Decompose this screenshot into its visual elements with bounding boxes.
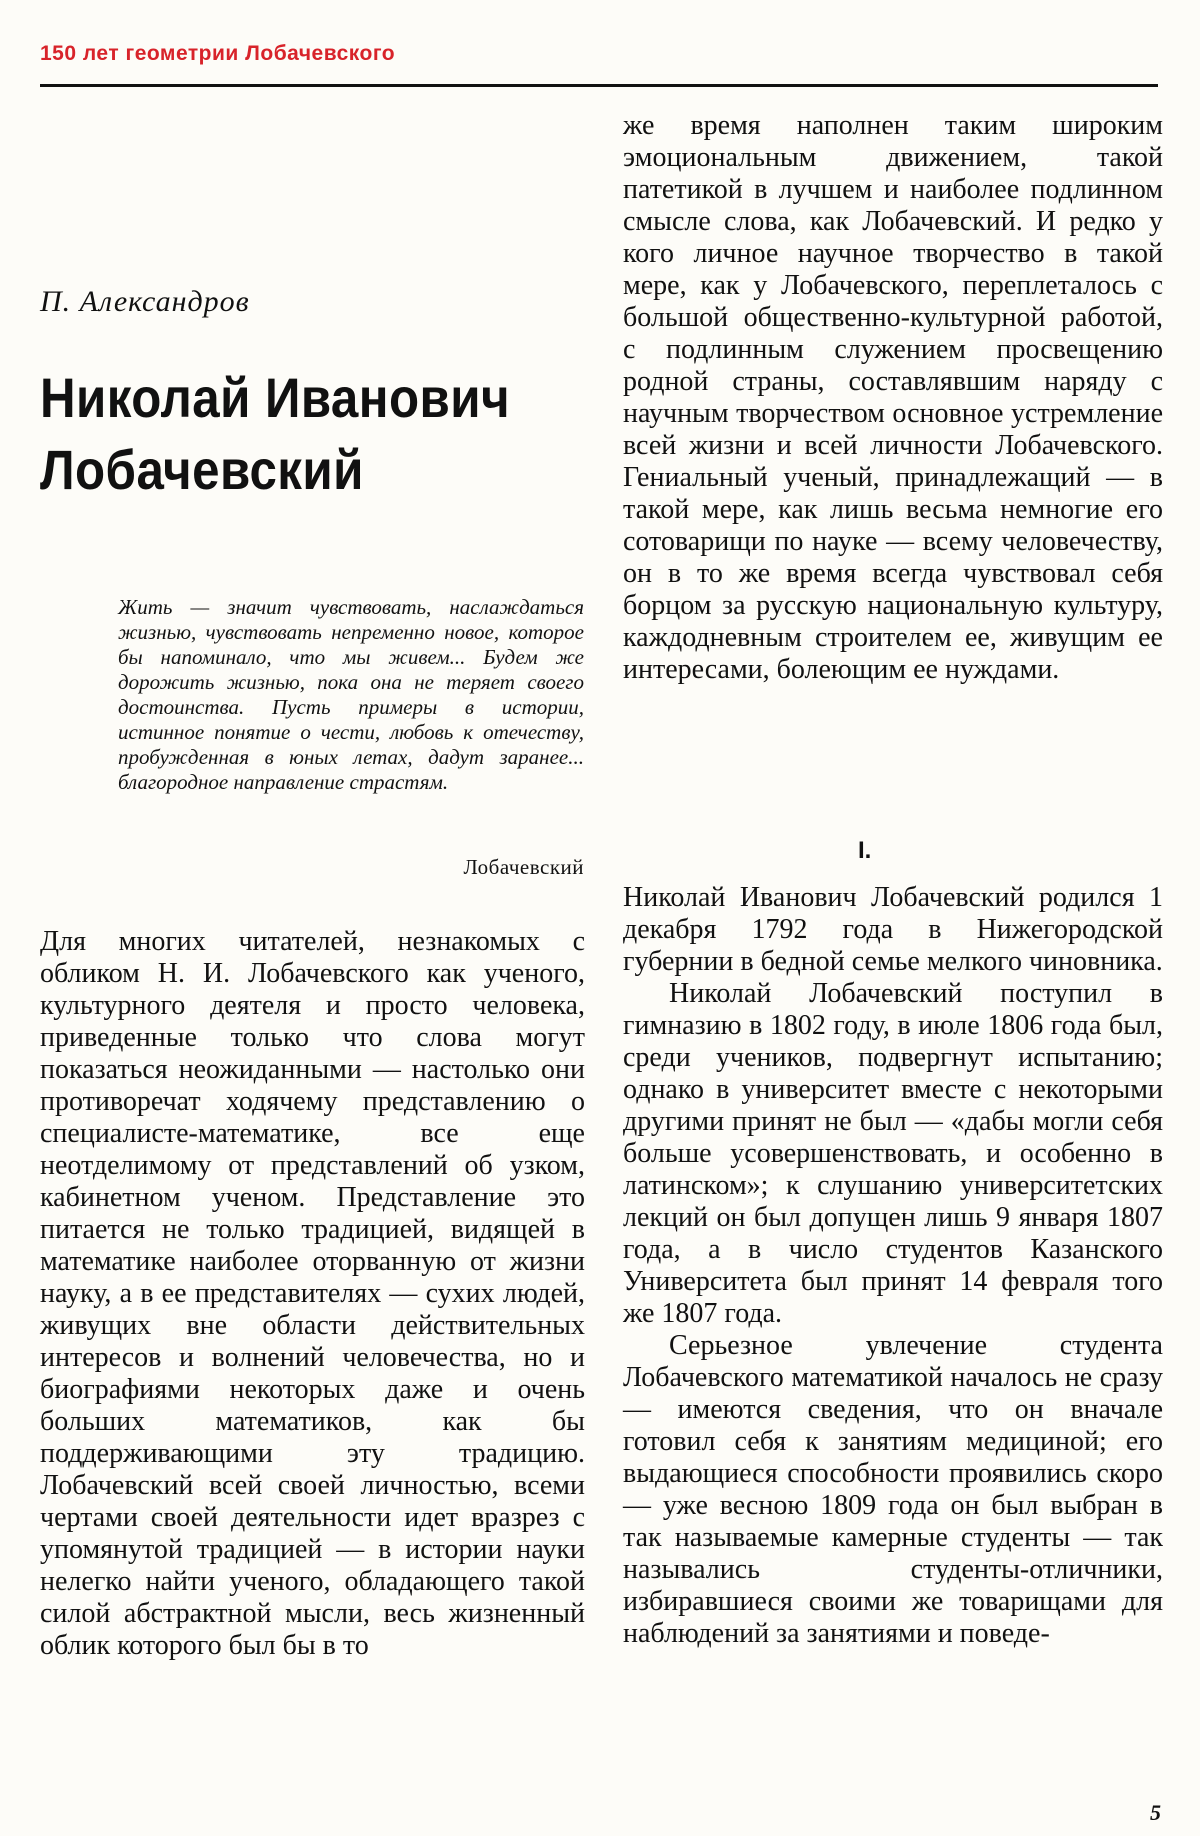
epigraph-attribution: Лобачевский — [463, 855, 584, 879]
section-number: I. — [858, 837, 872, 864]
page-number: 5 — [1150, 1800, 1161, 1825]
left-column — [40, 926, 585, 1662]
body-paragraph: Серьезное увлечение студента Лобачевского математикой началось не сразу — имеются сведения, что он вначале готовил себя к занятиям медициной; его выдающиеся способности проявились скоро — уже весною 1809 года он был выбран в так называемые камерные студенты — так назывались студенты-отличники, избиравшиеся своими же товарищами для наблюдений за занятиями и поведе- — [623, 1330, 1163, 1649]
right-column — [623, 110, 1163, 686]
article-author: П. Александров — [40, 285, 250, 318]
body-paragraph: Николай Лобачевский поступил в гимназию в 1802 году, в июле 1806 года был, среди учеников, подвергнут испытанию; однако в университет вместе с некоторыми другими принят не был — «дабы могли себя больше усовершенствовать, и особенно в латинском»; к слушанию университетских лекций он был допущен лишь 9 января 1807 года, а в число студентов Казанского Университета был принят 14 февраля того же 1807 года. — [623, 978, 1163, 1329]
body-paragraph: Для многих читателей, незнакомых с обликом Н. И. Лобачевского как ученого, культурного деятеля и просто человека, приведенные только что слова могут показаться неожиданными — настолько они противоречат ходячему представлению о специалисте-математике, все еще неотделимому от представлений об узком, кабинетном ученом. Представление это питается не только традицией, видящей в математике наиболее оторванную от жизни науку, а в ее представителях — сухих людей, живущих вне области действительных интересов и волнений человечества, но и биографиями некоторых даже и очень больших математиков, как бы поддерживающими эту традицию. Лобачевский всей своей личностью, всеми чертами своей деятельности идет вразрез с упомянутой традицией — в истории науки нелегко найти ученого, обладающего такой силой абстрактной мысли, весь жизненный облик которого был бы в то — [40, 926, 585, 1661]
body-paragraph: Николай Иванович Лобачевский родился 1 декабря 1792 года в Нижегородской губернии в бедной семье мелкого чиновника. — [623, 882, 1163, 977]
article-title — [40, 362, 533, 506]
header-rule — [40, 84, 1158, 87]
body-paragraph: же время наполнен таким широким эмоциональным движением, такой патетикой в лучшем и наиболее подлинном смысле слова, как Лобачевский. И редко у кого личное научное творчество в такой мере, как у Лобачевского, переплеталось с большой общественно-культурной работой, с подлинным служением просвещению родной страны, составлявшим наряду с научным творчеством основное устремление всей жизни и всей личности Лобачевского. Гениальный ученый, принадлежащий — в такой мере, как лишь весьма немногие его сотоварищи по науке — всему человечеству, он в то же время всегда чувствовал себя борцом за русскую национальную культуру, каждодневным строителем ее, живущим ее интересами, болеющим ее нуждами. — [623, 110, 1163, 685]
epigraph: Жить — значит чувствовать, наслаждаться жизнью, чувствовать непременно новое, которое бы напоминало, что мы живем... Будем же дорожить жизнью, пока она не теряет своего достоинства. Пусть примеры в истории, истинное понятие о чести, любовь к отечеству, пробужденная в юных летах, дадут заранее... благородное направление страстям. — [118, 595, 584, 794]
title-line-1: Николай Иванович — [40, 366, 511, 429]
title-line-2: Лобачевский — [40, 438, 364, 501]
running-head: 150 лет геометрии Лобачевского — [40, 42, 396, 65]
right-column-section — [623, 882, 1163, 1650]
